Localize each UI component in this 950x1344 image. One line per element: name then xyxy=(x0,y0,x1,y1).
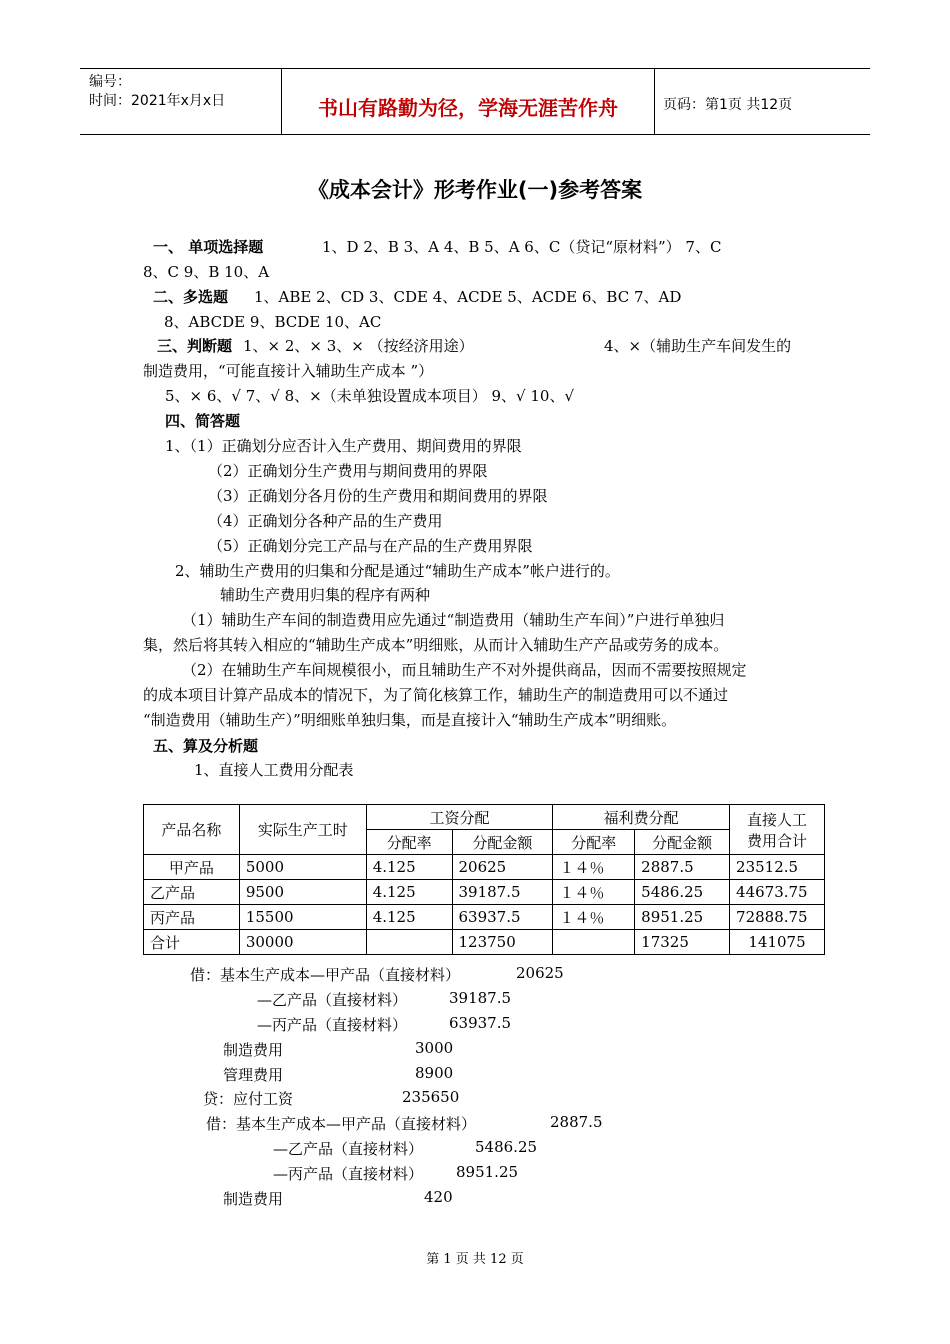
page-footer: 第 1 页 共 12 页 xyxy=(426,1252,524,1267)
header-welfare-amount: 分配金额 xyxy=(635,830,730,855)
entry-label: —乙产品（直接材料） xyxy=(257,991,408,1009)
entry-label: —丙产品（直接材料） xyxy=(273,1165,424,1183)
q1-item: 1、（1）正确划分应否计入生产费用、期间费用的界限 xyxy=(165,437,522,455)
cell-wage-rate: 4.125 xyxy=(366,905,452,930)
labor-cost-allocation-table xyxy=(143,804,825,955)
header-motto: 书山有路勤为径，学海无涯苦作舟 xyxy=(318,96,618,120)
section3-line2: 制造费用，“可能直接计入辅助生产成本 ”） xyxy=(143,362,434,380)
entry-amount: 3000 xyxy=(415,1039,454,1057)
section5-heading: 五、算及分析题 xyxy=(153,737,259,755)
section1-heading: 一、 单项选择题 xyxy=(153,238,264,256)
header-total-line2: 费用合计 xyxy=(747,831,808,850)
entry-label: 借：基本生产成本—甲产品（直接材料） xyxy=(206,1115,477,1133)
q2-para1-line2: 集，然后将其转入相应的“辅助生产成本”明细账，从而计入辅助生产产品或劳务的成本。 xyxy=(143,636,729,654)
entry-amount: 39187.5 xyxy=(449,989,512,1007)
cell-welfare-amount: 17325 xyxy=(635,930,730,955)
entry-amount: 420 xyxy=(424,1188,453,1206)
section2-line2: 8、ABCDE 9、BCDE 10、AC xyxy=(164,313,382,331)
section4-heading: 四、简答题 xyxy=(165,412,241,430)
header-welfare-rate: 分配率 xyxy=(553,830,635,855)
header-wage: 工资分配 xyxy=(366,805,553,830)
cell-welfare-rate: １４％ xyxy=(553,880,635,905)
entry-label: 借：基本生产成本—甲产品（直接材料） xyxy=(190,966,461,984)
cell-product: 合计 xyxy=(144,930,240,955)
cell-welfare-rate xyxy=(553,930,635,955)
header-bottom-rule xyxy=(80,134,870,135)
entry-amount: 20625 xyxy=(516,964,564,982)
header-welfare: 福利费分配 xyxy=(553,805,730,830)
cell-product: 丙产品 xyxy=(144,905,240,930)
section3-line1a: 1、× 2、× 3、× （按经济用途） xyxy=(243,337,474,355)
cell-wage-amount: 20625 xyxy=(452,855,553,880)
cell-hours: 9500 xyxy=(239,880,366,905)
entry-label: —乙产品（直接材料） xyxy=(273,1140,424,1158)
header-wage-amount: 分配金额 xyxy=(452,830,553,855)
cell-total: 23512.5 xyxy=(730,855,825,880)
cell-wage-rate: 4.125 xyxy=(366,855,452,880)
section1-line1: 1、D 2、B 3、A 4、B 5、A 6、C（贷记“原材料”） 7、C xyxy=(322,238,722,256)
q2-para2-line2: 的成本项目计算产品成本的情况下，为了简化核算工作，辅助生产的制造费用可以不通过 xyxy=(143,686,729,704)
q1-item: （5）正确划分完工产品与在产品的生产费用界限 xyxy=(208,537,533,555)
section3-heading: 三、判断题 xyxy=(157,337,233,355)
section2-heading: 二、多选题 xyxy=(153,288,229,306)
header-total-line1: 直接人工 xyxy=(747,810,808,829)
entry-amount: 235650 xyxy=(402,1088,460,1106)
q1-item: （2）正确划分生产费用与期间费用的界限 xyxy=(208,462,488,480)
entry-amount: 5486.25 xyxy=(475,1138,538,1156)
cell-wage-rate xyxy=(366,930,452,955)
table-row xyxy=(144,855,825,880)
q2-para1-line1: （1）辅助生产车间的制造费用应先通过“制造费用（辅助生产车间）”户进行单独归 xyxy=(182,611,725,629)
entry-label: 管理费用 xyxy=(223,1066,284,1084)
cell-hours: 30000 xyxy=(239,930,366,955)
cell-hours: 5000 xyxy=(239,855,366,880)
cell-hours: 15500 xyxy=(239,905,366,930)
cell-wage-rate: 4.125 xyxy=(366,880,452,905)
date-label: 时间：2021年x月x日 xyxy=(89,93,226,109)
cell-wage-amount: 123750 xyxy=(452,930,553,955)
entry-amount: 8900 xyxy=(415,1064,454,1082)
entry-label: 制造费用 xyxy=(223,1041,284,1059)
page-info: 页码：第1页 共12页 xyxy=(663,97,793,113)
entry-label: 制造费用 xyxy=(223,1190,284,1208)
header-divider-right xyxy=(654,68,655,134)
q1-item: （3）正确划分各月份的生产费用和期间费用的界限 xyxy=(208,487,548,505)
table-row xyxy=(144,905,825,930)
serial-label: 编号： xyxy=(89,74,131,90)
entry-label: —丙产品（直接材料） xyxy=(257,1016,408,1034)
cell-product: 甲产品 xyxy=(144,855,240,880)
q2-para2-line1: （2）在辅助生产车间规模很小，而且辅助生产不对外提供商品，因而不需要按照规定 xyxy=(182,661,747,679)
cell-wage-amount: 39187.5 xyxy=(452,880,553,905)
entry-amount: 63937.5 xyxy=(449,1014,512,1032)
cell-total: 141075 xyxy=(730,930,825,955)
q2-line1: 2、辅助生产费用的归集和分配是通过“辅助生产成本”帐户进行的。 xyxy=(175,562,620,580)
table-row xyxy=(144,880,825,905)
section1-line2: 8、C 9、B 10、A xyxy=(143,263,270,281)
cell-welfare-rate: １４％ xyxy=(553,905,635,930)
q2-line2: 辅助生产费用归集的程序有两种 xyxy=(220,586,431,604)
cell-wage-amount: 63937.5 xyxy=(452,905,553,930)
entry-label: 贷：应付工资 xyxy=(203,1090,294,1108)
section2-line1: 1、ABE 2、CD 3、CDE 4、ACDE 5、ACDE 6、BC 7、AD xyxy=(254,288,682,306)
q2-para2-line3: “制造费用（辅助生产）”明细账单独归集，而是直接计入“辅助生产成本”明细账。 xyxy=(143,711,677,729)
table-header-row xyxy=(144,805,825,830)
entry-amount: 8951.25 xyxy=(456,1163,519,1181)
header-wage-rate: 分配率 xyxy=(366,830,452,855)
cell-welfare-rate: １４％ xyxy=(553,855,635,880)
document-title: 《成本会计》形考作业(一)参考答案 xyxy=(307,178,643,202)
section3-line1b: 4、×（辅助生产车间发生的 xyxy=(604,337,792,355)
header-top-rule xyxy=(80,68,870,69)
header-hours: 实际生产工时 xyxy=(239,805,366,855)
header-total xyxy=(730,805,825,855)
cell-welfare-amount: 5486.25 xyxy=(635,880,730,905)
cell-product: 乙产品 xyxy=(144,880,240,905)
cell-total: 44673.75 xyxy=(730,880,825,905)
cell-welfare-amount: 2887.5 xyxy=(635,855,730,880)
q1-item: （4）正确划分各种产品的生产费用 xyxy=(208,512,443,530)
header-product: 产品名称 xyxy=(144,805,240,855)
table-caption: 1、直接人工费用分配表 xyxy=(194,761,354,779)
table-row-total xyxy=(144,930,825,955)
cell-total: 72888.75 xyxy=(730,905,825,930)
cell-welfare-amount: 8951.25 xyxy=(635,905,730,930)
entry-amount: 2887.5 xyxy=(550,1113,603,1131)
section3-line3: 5、× 6、√ 7、√ 8、×（未单独设置成本项目） 9、√ 10、√ xyxy=(165,387,575,405)
